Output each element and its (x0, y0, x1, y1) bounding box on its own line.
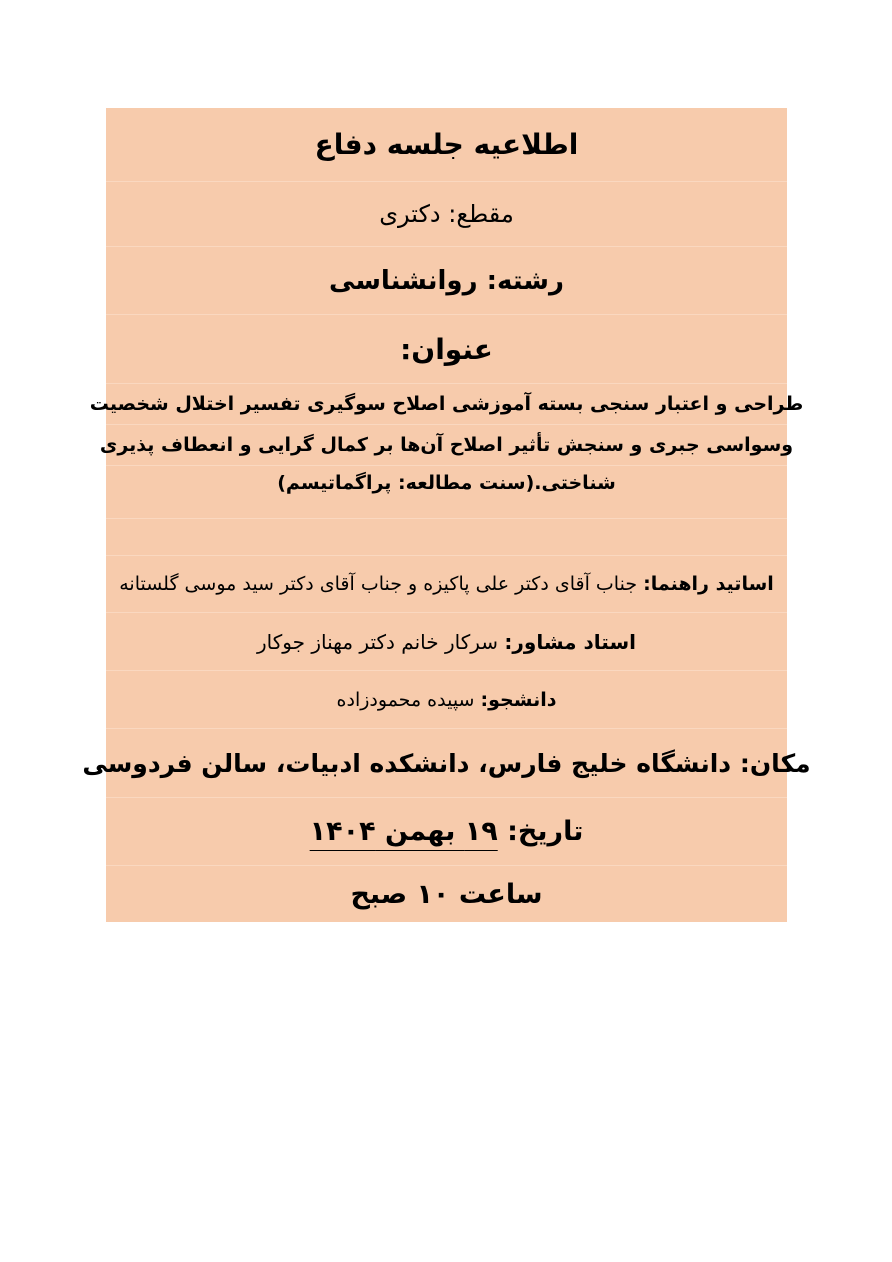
defense-notice-table (82, 108, 811, 922)
consultant-label: استاد مشاور: (504, 629, 636, 654)
place-value: دانشگاه خلیج فارس، دانشکده ادبیات، سالن فردوسی (82, 748, 732, 778)
thesis-title-line-1 (89, 383, 804, 424)
time-row (106, 865, 787, 922)
field-label: رشته: (486, 265, 564, 296)
field-row (106, 246, 787, 314)
student-row (106, 670, 787, 728)
date-value: ۱۹ بهمن ۱۴۰۴ (309, 816, 498, 847)
thesis-title-text: وسواسی جبری و سنجش تأثیر اصلاح آن‌ها بر کمال گرایی و انعطاف پذیری (99, 434, 794, 456)
field-value: روانشناسی (329, 265, 478, 296)
notice-heading: اطلاعیه جلسه دفاع (314, 128, 579, 161)
advisors-row (106, 555, 787, 612)
thesis-title-text: طراحی و اعتبار سنجی بسته آموزشی اصلاح سوگیری تفسیر اختلال شخصیت (89, 393, 804, 415)
advisors-value: جناب آقای دکتر علی پاکیزه و جناب آقای دکتر سید موسی گلستانه (119, 573, 638, 595)
thesis-title-text: شناختی.(سنت مطالعه: پراگماتیسم) (277, 472, 616, 494)
advisors-label: اساتید راهنما: (643, 573, 774, 595)
consultant-value: سرکار خانم دکتر مهناز جوکار (257, 629, 499, 654)
place-label: مکان: (739, 748, 811, 778)
degree-label: مقطع: (448, 200, 514, 228)
notice-heading-row (106, 108, 787, 181)
thesis-title-line-3 (106, 465, 787, 518)
degree-row (106, 181, 787, 246)
student-label: دانشجو: (480, 688, 557, 711)
subject-label-row (106, 314, 787, 383)
spacer-row (106, 518, 787, 555)
date-row (106, 797, 787, 865)
time-value: ساعت ۱۰ صبح (350, 878, 543, 910)
date-label: تاریخ: (507, 816, 584, 847)
thesis-title-line-2 (99, 424, 794, 465)
consultant-row (106, 612, 787, 670)
subject-label: عنوان: (400, 332, 493, 366)
place-row (82, 728, 811, 797)
student-value: سپیده محمودزاده (336, 688, 475, 711)
degree-value: دکتری (379, 200, 441, 228)
